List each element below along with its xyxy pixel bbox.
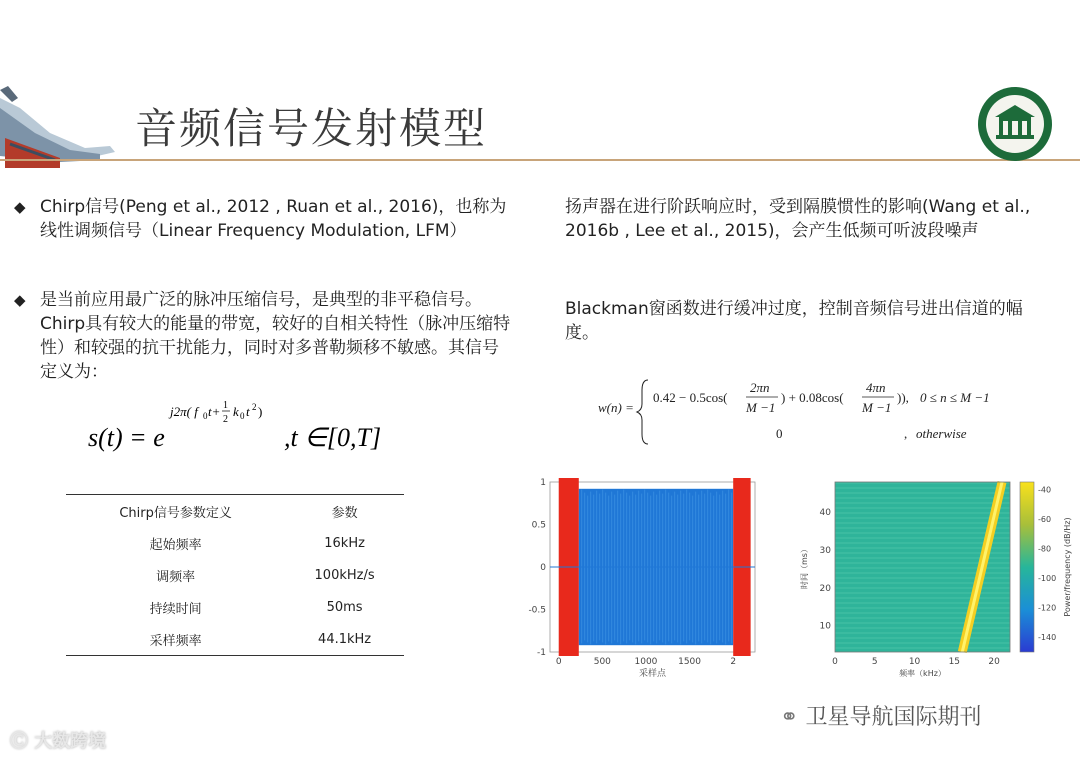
heatmap-stripe <box>835 492 1010 494</box>
heatmap-stripe <box>835 647 1010 649</box>
heatmap-stripe <box>835 617 1010 619</box>
time-domain-chart <box>525 470 775 685</box>
svg-text:2: 2 <box>252 402 257 412</box>
heatmap-stripe <box>835 532 1010 534</box>
y-tick-label: 30 <box>819 546 831 556</box>
watermark-logo-icon: Ⓒ <box>10 731 28 752</box>
table-cell: 采样频率 <box>149 633 202 649</box>
table-cell: 持续时间 <box>149 601 202 617</box>
svg-text:1: 1 <box>223 400 228 411</box>
x-axis-label: 采样点 <box>638 669 667 679</box>
table-cell: 44.1kHz <box>318 631 372 647</box>
svg-text:M −1: M −1 <box>746 400 776 415</box>
svg-text:): ) <box>258 404 263 419</box>
chirp-formula <box>88 392 408 452</box>
wechat-icon: ⚭ <box>780 705 799 730</box>
spectrogram-chart <box>795 470 1080 685</box>
y-tick-label: 10 <box>819 621 831 632</box>
university-logo <box>976 85 1054 163</box>
y-tick-label: 1 <box>540 478 546 488</box>
x-tick-label: 500 <box>593 657 611 667</box>
svg-text:) + 0.08cos(: ) + 0.08cos( <box>781 390 844 405</box>
bullet-text: Chirp信号(Peng et al., 2012 , Ruan et al., 2016)，也称为线性调频信号（Linear Frequency Modulation, LFM） <box>40 197 507 241</box>
table-cell: 100kHz/s <box>314 567 375 583</box>
title-divider <box>0 159 1080 161</box>
heatmap-stripe <box>835 527 1010 529</box>
svg-text:4πn: 4πn <box>866 380 886 395</box>
y-tick-label: -0.5 <box>528 605 546 616</box>
svg-text:0: 0 <box>203 411 208 421</box>
table-header-row <box>66 495 404 528</box>
svg-text:otherwise: otherwise <box>916 426 967 441</box>
heatmap-stripe <box>835 642 1010 644</box>
heatmap-stripe <box>835 592 1010 594</box>
svg-text:0: 0 <box>240 411 245 421</box>
svg-text:2πn: 2πn <box>750 380 770 395</box>
svg-text:,t ∈[0,T]: ,t ∈[0,T] <box>284 423 382 452</box>
watermark-right-text: 卫星导航国际期刊 <box>805 705 982 730</box>
x-tick-label: 1500 <box>678 657 702 667</box>
heatmap-stripe <box>835 497 1010 499</box>
x-axis-label: 频率（kHz） <box>899 669 946 678</box>
table-row <box>66 623 404 656</box>
svg-text:0: 0 <box>776 426 783 441</box>
diamond-bullet-icon: ◆ <box>14 291 26 309</box>
watermark-left <box>10 727 106 753</box>
x-tick-label: 20 <box>988 657 1000 667</box>
heatmap-stripe <box>835 587 1010 589</box>
heatmap-stripe <box>835 602 1010 604</box>
svg-text:t: t <box>246 404 250 419</box>
watermark-left-text: 大数跨境 <box>34 731 107 752</box>
colorbar-label: Power/frequency (dB/Hz) <box>1063 517 1072 617</box>
y-tick-label: 0.5 <box>531 520 546 531</box>
bullet-chirp-properties <box>14 288 514 384</box>
x-tick-label: 15 <box>948 657 961 667</box>
colorbar-tick-label: -100 <box>1038 574 1057 584</box>
page-title: 音频信号发射模型 <box>135 104 488 153</box>
heatmap-stripe <box>835 512 1010 514</box>
x-tick-label: 0 <box>832 657 838 667</box>
heatmap-stripe <box>835 637 1010 639</box>
svg-text:j2π( f: j2π( f <box>170 404 198 419</box>
bullet-text: 是当前应用最广泛的脉冲压缩信号，是典型的非平稳信号。Chirp具有较大的能量的带宽，较好的自相关特性（脉冲压缩特性）和较强的抗干扰能力，同时对多普勒频移不敏感。其信号定义为： <box>40 290 511 382</box>
heatmap-stripe <box>835 597 1010 599</box>
table-cell: 16kHz <box>324 535 365 551</box>
watermark-right <box>780 700 981 731</box>
x-tick-label: 1000 <box>634 657 658 667</box>
colorbar-tick-label: -40 <box>1038 485 1052 495</box>
speaker-step-response-text: 扬声器在进行阶跃响应时，受到隔膜惯性的影响(Wang et al., 2016b , Lee et al., 2015)，会产生低频可听波段噪声 <box>565 197 1031 241</box>
table-cell: 起始频率 <box>149 537 202 553</box>
svg-text:t+: t+ <box>208 404 221 419</box>
heatmap-stripe <box>835 612 1010 614</box>
svg-text:,: , <box>904 426 908 441</box>
heatmap-stripe <box>835 537 1010 539</box>
table-row <box>66 591 404 623</box>
svg-text:)),: )), <box>897 390 909 405</box>
x-tick-label: 0 <box>555 657 562 667</box>
x-tick-label: 10 <box>908 657 921 667</box>
table-cell: 调频率 <box>156 569 196 585</box>
y-tick-label: 20 <box>819 583 831 594</box>
table-header-cell: 参数 <box>331 505 358 521</box>
heatmap-stripe <box>835 502 1010 504</box>
svg-text:M −1: M −1 <box>862 400 892 415</box>
blackman-window-text: Blackman窗函数进行缓冲过度，控制音频信号进出信道的幅度。 <box>565 299 1023 343</box>
colorbar-tick-label: -120 <box>1038 603 1057 613</box>
blackman-formula <box>598 372 1018 448</box>
colorbar <box>1020 482 1034 652</box>
y-tick-label: 0 <box>540 563 546 573</box>
heatmap-stripe <box>835 507 1010 509</box>
table-row <box>66 527 404 559</box>
params-table-container <box>66 494 404 656</box>
heatmap-stripe <box>835 622 1010 624</box>
x-tick-label: 2 <box>730 657 737 667</box>
heatmap-stripe <box>835 627 1010 629</box>
table-cell: 50ms <box>326 599 363 615</box>
heatmap-stripe <box>835 522 1010 524</box>
svg-text:w(n) =: w(n) = <box>598 400 634 415</box>
svg-text:0.42 − 0.5cos(: 0.42 − 0.5cos( <box>653 390 728 405</box>
colorbar-tick-label: -60 <box>1038 514 1052 524</box>
heatmap-stripe <box>835 487 1010 489</box>
params-table <box>66 494 404 656</box>
y-tick-label: -1 <box>537 648 546 658</box>
svg-text:s(t) = e: s(t) = e <box>88 423 165 452</box>
table-header-cell: Chirp信号参数定义 <box>119 505 232 521</box>
colorbar-tick-label: -140 <box>1038 633 1057 643</box>
y-tick-label: 40 <box>819 508 831 519</box>
heatmap-stripe <box>835 517 1010 519</box>
svg-text:0 ≤ n ≤ M −1: 0 ≤ n ≤ M −1 <box>920 390 990 405</box>
svg-text:k: k <box>233 404 239 419</box>
heatmap-stripe <box>835 582 1010 584</box>
heatmap-stripe <box>835 632 1010 634</box>
svg-text:2: 2 <box>223 414 228 425</box>
table-row <box>66 559 404 591</box>
bullet-chirp-definition <box>14 195 514 243</box>
colorbar-tick-label: -80 <box>1038 544 1052 554</box>
x-tick-label: 5 <box>871 657 878 667</box>
y-axis-label: 时间（ms） <box>800 545 809 589</box>
diamond-bullet-icon: ◆ <box>14 198 26 216</box>
pavilion-roof-illustration <box>0 78 120 168</box>
heatmap-stripe <box>835 607 1010 609</box>
